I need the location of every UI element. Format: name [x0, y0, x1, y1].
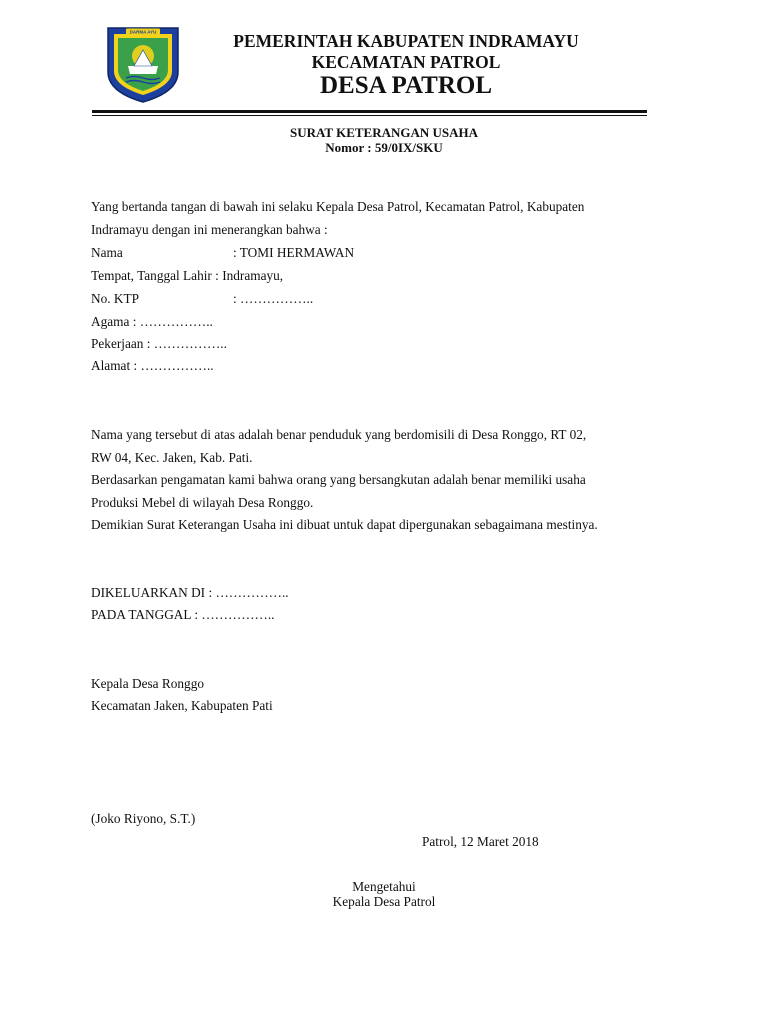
field-nama-label: Nama [91, 245, 123, 260]
issued-place: DIKELUARKAN DI : …………….. [91, 585, 289, 600]
letterhead-district: KECAMATAN PATROL [311, 52, 501, 72]
issued-date: PADA TANGGAL : …………….. [91, 607, 275, 622]
acknowledged-label: Mengetahui [352, 879, 416, 894]
paragraph-1-line-1: Nama yang tersebut di atas adalah benar penduduk yang berdomisili di Desa Ronggo, RT 02, [91, 427, 587, 442]
field-alamat: Alamat : …………….. [91, 358, 214, 373]
field-ktp-label: No. KTP [91, 291, 140, 306]
paragraph-3: Demikian Surat Keterangan Usaha ini dibuat untuk dapat dipergunakan sebagaimana mestinya. [91, 517, 598, 532]
field-ttl: Tempat, Tanggal Lahir : Indramayu, [91, 268, 284, 283]
letter-title: SURAT KETERANGAN USAHA [289, 125, 479, 140]
acknowledged-by: Kepala Desa Patrol [332, 894, 436, 909]
field-pekerjaan: Pekerjaan : …………….. [91, 336, 227, 351]
letterhead-village: DESA PATROL [319, 72, 493, 99]
signatory-name: (Joko Riyono, S.T.) [91, 811, 196, 826]
field-nama-value: : TOMI HERMAWAN [233, 245, 355, 260]
place-date: Patrol, 12 Maret 2018 [422, 834, 539, 849]
signatory-title: Kepala Desa Ronggo [91, 676, 204, 691]
paragraph-2-line-2: Produksi Mebel di wilayah Desa Ronggo. [91, 495, 314, 510]
paragraph-1-line-2: RW 04, Kec. Jaken, Kab. Pati. [91, 450, 253, 465]
letterhead-divider-thin [92, 115, 647, 116]
emblem-banner-text: DARMA AYU [129, 29, 157, 35]
intro-line-1: Yang bertanda tangan di bawah ini selaku Kepala Desa Patrol, Kecamatan Patrol, Kabupaten [91, 199, 585, 214]
letter-number: Nomor : 59/0IX/SKU [325, 140, 443, 155]
letterhead-divider-thick [92, 110, 647, 113]
signatory-district: Kecamatan Jaken, Kabupaten Pati [91, 698, 273, 713]
field-agama: Agama : …………….. [91, 314, 213, 329]
intro-line-2: Indramayu dengan ini menerangkan bahwa : [91, 222, 328, 237]
letterhead-government: PEMERINTAH KABUPATEN INDRAMAYU [233, 31, 579, 51]
field-ktp-value: : …………….. [233, 291, 314, 306]
paragraph-2-line-1: Berdasarkan pengamatan kami bahwa orang yang bersangkutan adalah benar memiliki usaha [91, 472, 586, 487]
